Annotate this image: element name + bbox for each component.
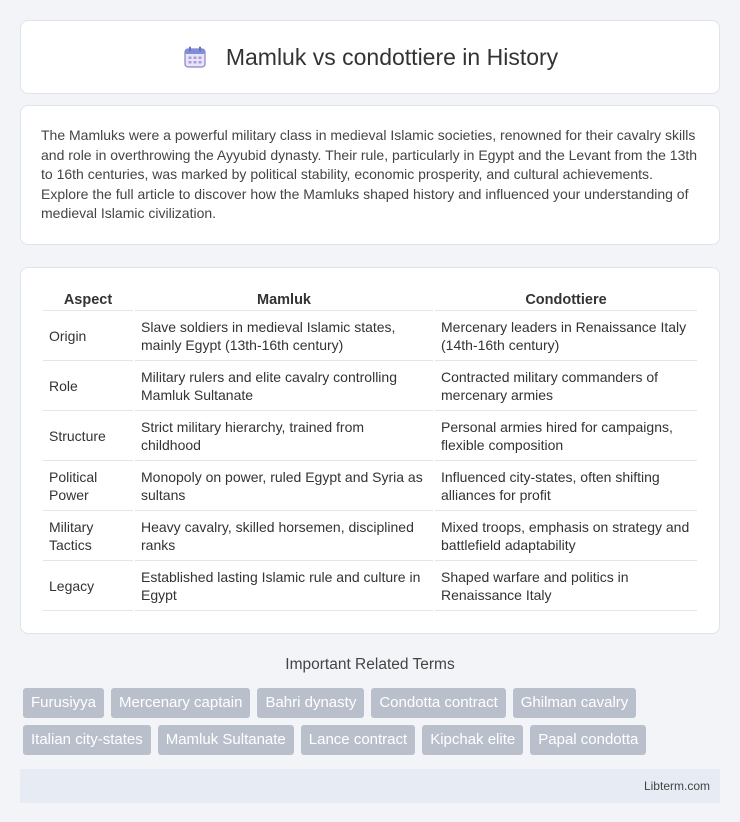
- header-condottiere: Condottiere: [435, 290, 697, 311]
- tag-condotta-contract[interactable]: Condotta contract: [371, 688, 505, 718]
- table-header-row: [43, 290, 697, 311]
- table-row: [43, 561, 697, 611]
- tag-lance-contract[interactable]: Lance contract: [301, 725, 415, 755]
- table-row: [43, 361, 697, 411]
- cell-condottiere: Influenced city-states, often shifting alliances for profit: [435, 461, 697, 511]
- table-row: [43, 311, 697, 361]
- cell-condottiere: Mercenary leaders in Renaissance Italy (14th-16th century): [435, 311, 697, 361]
- related-terms-title: Important Related Terms: [285, 655, 455, 673]
- tag-ghilman-cavalry[interactable]: Ghilman cavalry: [513, 688, 637, 718]
- tag-kipchak-elite[interactable]: Kipchak elite: [422, 725, 523, 755]
- cell-condottiere: Personal armies hired for campaigns, flexible composition: [435, 411, 697, 461]
- comparison-card: [20, 267, 720, 634]
- table-row: [43, 461, 697, 511]
- cell-mamluk: Strict military hierarchy, trained from childhood: [135, 411, 433, 461]
- intro-text: The Mamluks were a powerful military class in medieval Islamic societies, renowned for their cavalry skills and role in overthrowing the Ayyubid dynasty. Their rule, particularly in Egypt and the Levant from the 13th to 16th centuries, was marked by political stability, economic prosperity, and cultural achievements. Explore the full article to discover how the Mamluks shaped history and influenced your understanding of medieval Islamic civilization.: [41, 127, 698, 221]
- cell-aspect: Political Power: [43, 461, 133, 511]
- cell-mamluk: Slave soldiers in medieval Islamic states, mainly Egypt (13th-16th century): [135, 311, 433, 361]
- cell-aspect: Structure: [43, 411, 133, 461]
- header-aspect: Aspect: [43, 290, 133, 311]
- tag-italian-city-states[interactable]: Italian city-states: [23, 725, 151, 755]
- table-row: [43, 411, 697, 461]
- footer-site-link[interactable]: Libterm.com: [643, 778, 710, 793]
- cell-mamluk: Monopoly on power, ruled Egypt and Syria as sultans: [135, 461, 433, 511]
- calendar-icon: [182, 44, 208, 70]
- cell-aspect: Origin: [43, 311, 133, 361]
- cell-condottiere: Contracted military commanders of mercenary armies: [435, 361, 697, 411]
- cell-mamluk: Established lasting Islamic rule and culture in Egypt: [135, 561, 433, 611]
- comparison-table: [41, 290, 699, 611]
- cell-mamluk: Military rulers and elite cavalry controlling Mamluk Sultanate: [135, 361, 433, 411]
- header-mamluk: Mamluk: [135, 290, 433, 311]
- table-row: [43, 511, 697, 561]
- cell-condottiere: Mixed troops, emphasis on strategy and battlefield adaptability: [435, 511, 697, 561]
- page-title: Mamluk vs condottiere in History: [225, 43, 559, 70]
- related-terms-list: [20, 688, 720, 755]
- cell-aspect: Role: [43, 361, 133, 411]
- page-header: [20, 20, 720, 94]
- tag-furusiyya[interactable]: Furusiyya: [23, 688, 104, 718]
- tag-mercenary-captain[interactable]: Mercenary captain: [111, 688, 250, 718]
- tag-papal-condotta[interactable]: Papal condotta: [530, 725, 646, 755]
- tag-mamluk-sultanate[interactable]: Mamluk Sultanate: [158, 725, 294, 755]
- tag-bahri-dynasty[interactable]: Bahri dynasty: [257, 688, 364, 718]
- cell-aspect: Military Tactics: [43, 511, 133, 561]
- footer: [20, 769, 720, 803]
- cell-condottiere: Shaped warfare and politics in Renaissance Italy: [435, 561, 697, 611]
- cell-mamluk: Heavy cavalry, skilled horsemen, disciplined ranks: [135, 511, 433, 561]
- cell-aspect: Legacy: [43, 561, 133, 611]
- intro-card: [20, 105, 720, 245]
